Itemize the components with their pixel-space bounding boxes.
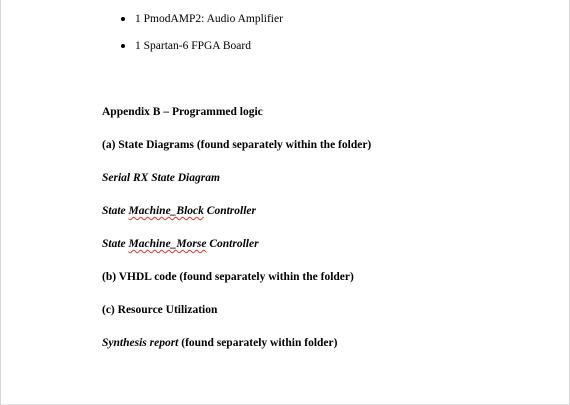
morse-controller-item bbox=[102, 236, 259, 252]
appendix-b-heading: Appendix B – Programmed logic bbox=[102, 106, 263, 118]
bullet-text: 1 PmodAMP2: Audio Amplifier bbox=[135, 13, 283, 25]
bullet-text: 1 Spartan-6 FPGA Board bbox=[135, 40, 251, 52]
morse-controller-prefix: State bbox=[102, 238, 129, 250]
section-b-heading: (b) VHDL code (found separately within the folder) bbox=[102, 271, 354, 283]
component-bullet-list bbox=[121, 10, 283, 64]
spellcheck-word-morse: Machine_Morse bbox=[128, 238, 207, 250]
section-c-heading: (c) Resource Utilization bbox=[102, 304, 218, 316]
serial-rx-item: Serial RX State Diagram bbox=[102, 172, 220, 184]
spellcheck-word-block: Machine_Block bbox=[128, 205, 204, 217]
bullet-icon bbox=[121, 17, 125, 21]
synthesis-report-item bbox=[102, 335, 337, 351]
bullet-icon bbox=[121, 44, 125, 48]
list-item bbox=[121, 37, 283, 64]
list-item bbox=[121, 10, 283, 37]
block-controller-item bbox=[102, 203, 256, 219]
block-controller-suffix: Controller bbox=[203, 205, 256, 217]
synthesis-report-rest: (found separately within folder) bbox=[178, 337, 338, 349]
section-a-heading: (a) State Diagrams (found separately within the folder) bbox=[102, 139, 372, 151]
synthesis-report-italic: Synthesis report bbox=[102, 337, 179, 349]
block-controller-prefix: State bbox=[102, 205, 129, 217]
morse-controller-suffix: Controller bbox=[206, 238, 259, 250]
